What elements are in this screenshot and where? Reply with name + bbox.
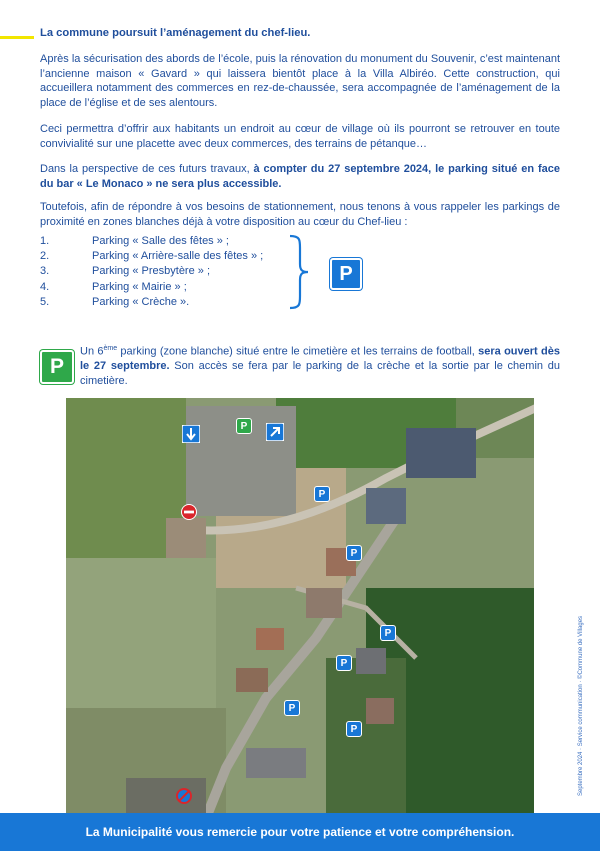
list-item <box>40 234 320 249</box>
parking-blue-icon: P <box>336 655 352 671</box>
ordinal-suffix: ème <box>103 345 118 352</box>
list-number: 5. <box>40 295 50 308</box>
paragraph-placette: Ceci permettra d’offrir aux habitants un endroit au cœur de village où ils pourront se retrouver en toute convivialité sur une placette avec deux commerces, des terrains de pétanque… <box>40 123 560 150</box>
paragraph-parkings: Toutefois, afin de répondre à vos besoins de stationnement, nous tenons à vous rappeler les parkings de proximité en zones blanches déjà à votre disposition au cœur du Chef-lieu : <box>40 201 560 228</box>
list-item <box>40 295 320 310</box>
parking-blue-icon: P <box>284 700 300 716</box>
list-item <box>40 264 320 279</box>
works-closure-notice: à compter du 27 septembre 2024, le parking situé en face du bar « Le Monaco » ne sera plus accessible. <box>40 163 560 190</box>
list-number: 1. <box>40 235 50 247</box>
parking-green-icon: P <box>236 418 252 434</box>
parking-blue-icon: P <box>314 486 330 502</box>
entry-arrow-icon <box>182 425 200 443</box>
accent-line <box>0 36 34 39</box>
parking-blue-icon: P <box>346 721 362 737</box>
list-number: 3. <box>40 265 50 278</box>
paragraph-works <box>40 162 560 191</box>
list-item <box>40 249 320 264</box>
parking-blue-icon: P <box>380 625 396 641</box>
curly-brace-icon <box>284 234 314 310</box>
no-parking-icon <box>176 788 192 804</box>
list-number: 4. <box>40 280 50 293</box>
section-heading: La commune poursuit l’aménagement du chef-lieu. <box>40 27 311 39</box>
list-number: 2. <box>40 250 50 263</box>
new-parking-text: parking (zone blanche) situé entre le cimetière et les terrains de football, <box>117 345 479 358</box>
no-entry-icon <box>181 504 197 520</box>
list-label: Parking « Crèche ». <box>92 295 190 308</box>
works-intro: Dans la perspective de ces futurs travaux, <box>40 163 254 175</box>
side-credit: Septembre 2024 · Service communication · ©Commune de Villages <box>578 615 584 796</box>
parking-list <box>40 234 320 310</box>
parking-blue-icon: P <box>346 545 362 561</box>
footer-banner: La Municipalité vous remercie pour votre patience et votre compréhension. <box>0 813 600 851</box>
exit-arrow-icon <box>266 423 284 441</box>
list-label: Parking « Arrière-salle des fêtes » ; <box>92 250 264 263</box>
paragraph-intro: Après la sécurisation des abords de l’école, puis la rénovation du monument du Souvenir, c’est maintenant l’ancienne maison « Gavard » qui laissera bientôt place à la Villa Albiréo. Cette construction, qui accueillera notamment des commerces en rez-de-chaussée, sera accompagnée de l’aménagement de la place de l’église et de ses alentours. <box>40 53 560 109</box>
list-label: Parking « Mairie » ; <box>92 280 187 293</box>
parking-blue-icon: P <box>330 258 362 290</box>
aerial-map <box>66 398 534 818</box>
opening-date: sera ouvert dès le 27 septembre. <box>80 345 560 373</box>
list-item <box>40 280 320 295</box>
list-label: Parking « Presbytère » ; <box>92 265 211 278</box>
new-parking-text: Son accès se fera par le parking de la crèche et la sortie par le chemin du cimetière. <box>80 360 560 387</box>
paragraph-new-parking <box>80 342 560 388</box>
new-parking-text: Un 6 <box>80 345 104 358</box>
list-label: Parking « Salle des fêtes » ; <box>92 235 229 247</box>
parking-green-icon: P <box>40 350 74 384</box>
